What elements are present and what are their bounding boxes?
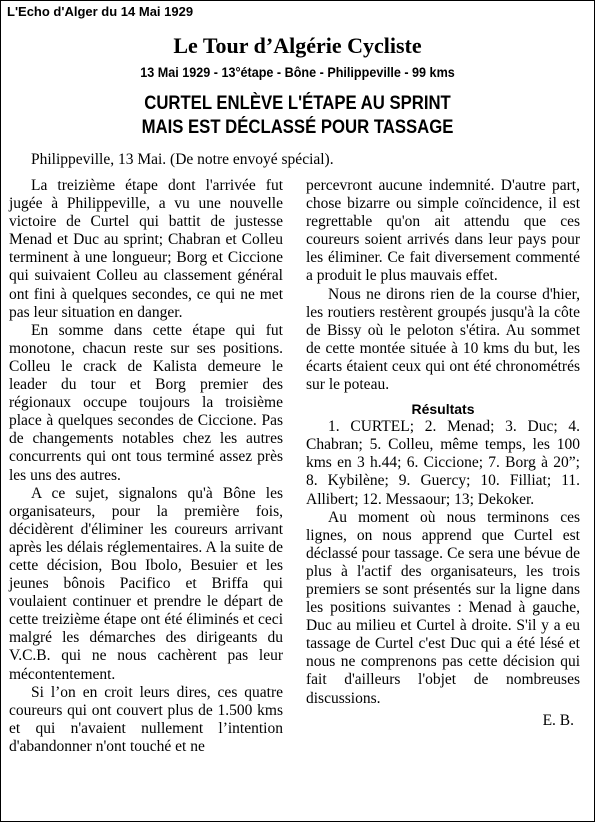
paragraph: En somme dans cette étape qui fut monotone, chacun reste sur ses positions. Colleu le crack de Kalista demeure le leader du tour et Borg premier des régionaux occupe toujours la troisième place à quelques secondes de Ciccione. Pas de changements notables chez les autres concurrents qui ont tous terminé assez près les uns des autres. [9,321,283,484]
stage-subtitle: 13 Mai 1929 - 13°étape - Bône - Philippeville - 99 kms [140,64,455,80]
headline-line-2: MAIS EST DÉCLASSÉ POUR TASSAGE [141,117,454,138]
paragraph-continuation: percevront aucune indemnité. D'autre part, chose bizarre ou simple coïncidence, il est regrettable qu'on ait attendu que ces coureurs soient arrivés dans leur pays pour les éliminer. Ce fait diversement commenté a produit le plus mauvais effet. [306,177,580,285]
right-column [306,177,580,730]
headline-line-1: CURTEL ENLÈVE L'ÉTAPE AU SPRINT [144,93,451,114]
paragraph: Si l’on en croit leurs dires, ces quatre coureurs qui ont couvert plus de 1.500 kms et qui n'avaient nullement l’intention d'abandonner n'ont touché et ne [9,683,283,755]
paragraph: La treizième étape dont l'arrivée fut jugée à Philippeville, a vu une nouvelle victoire de Curtel qui battit de justesse Menad et Duc au sprint; Chabran et Colleu terminent à une longueur; Borg et Ciccione qui suivaient Colleu au classement général ont fini à quelques secondes, ce qui ne met pas leur situation en danger. [9,177,283,321]
source-line: L'Echo d'Alger du 14 Mai 1929 [7,4,194,19]
paragraph: A ce sujet, signalons qu'à Bône les organisateurs, pour la première fois, décidèrent d'éliminer les coureurs arrivant après les délais réglementaires. A la suite de cette décision, Bou Ibolo, Besuier et les jeunes bônois Pacifico et Briffa qui voulaient continuer et prendre le départ de cette treizième étape ont été éliminés et ceci malgré les démarches des dirigeants du V.C.B. qui ne nous cachèrent pas leur mécontentement. [9,484,283,683]
results-heading: Résultats [411,401,475,418]
article-title: Le Tour d’Algérie Cycliste [173,33,422,58]
author-signature: E. B. [542,711,574,729]
left-column [9,177,283,756]
results-list: 1. CURTEL; 2. Menad; 3. Duc; 4. Chabran; 5. Colleu, même temps, les 100 kms en 3 h.44; 6. Ciccione; 7. Borg à 20”; 8. Kybilène; 9. Guercy; 10. Filliat; 11. Allibert; 12. Messaour; 13; Dekoker. [306,418,580,508]
dateline: Philippeville, 13 Mai. (De notre envoyé spécial). [31,151,334,168]
paragraph: Au moment où nous terminons ces lignes, on nous apprend que Curtel est déclassé pour tassage. Ce sera une bévue de plus à l'actif des organisateurs, les trois premiers se sont présentés sur la ligne dans les positions suivantes : Menad à gauche, Duc au milieu et Curtel à droite. S'il y a eu tassage de Curtel c'est Duc qui a été lésé et nous ne comprenons pas cette décision qui fait d'ailleurs l'objet de nombreuses discussions. [306,508,580,707]
paragraph: Nous ne dirons rien de la course d'hier, les routiers restèrent groupés jusqu'à la côte de Bissy où le peloton s'étira. Au sommet de cette montée située à 10 kms du but, les écarts étaient ceux qui ont été chronométrés sur le poteau. [306,285,580,394]
